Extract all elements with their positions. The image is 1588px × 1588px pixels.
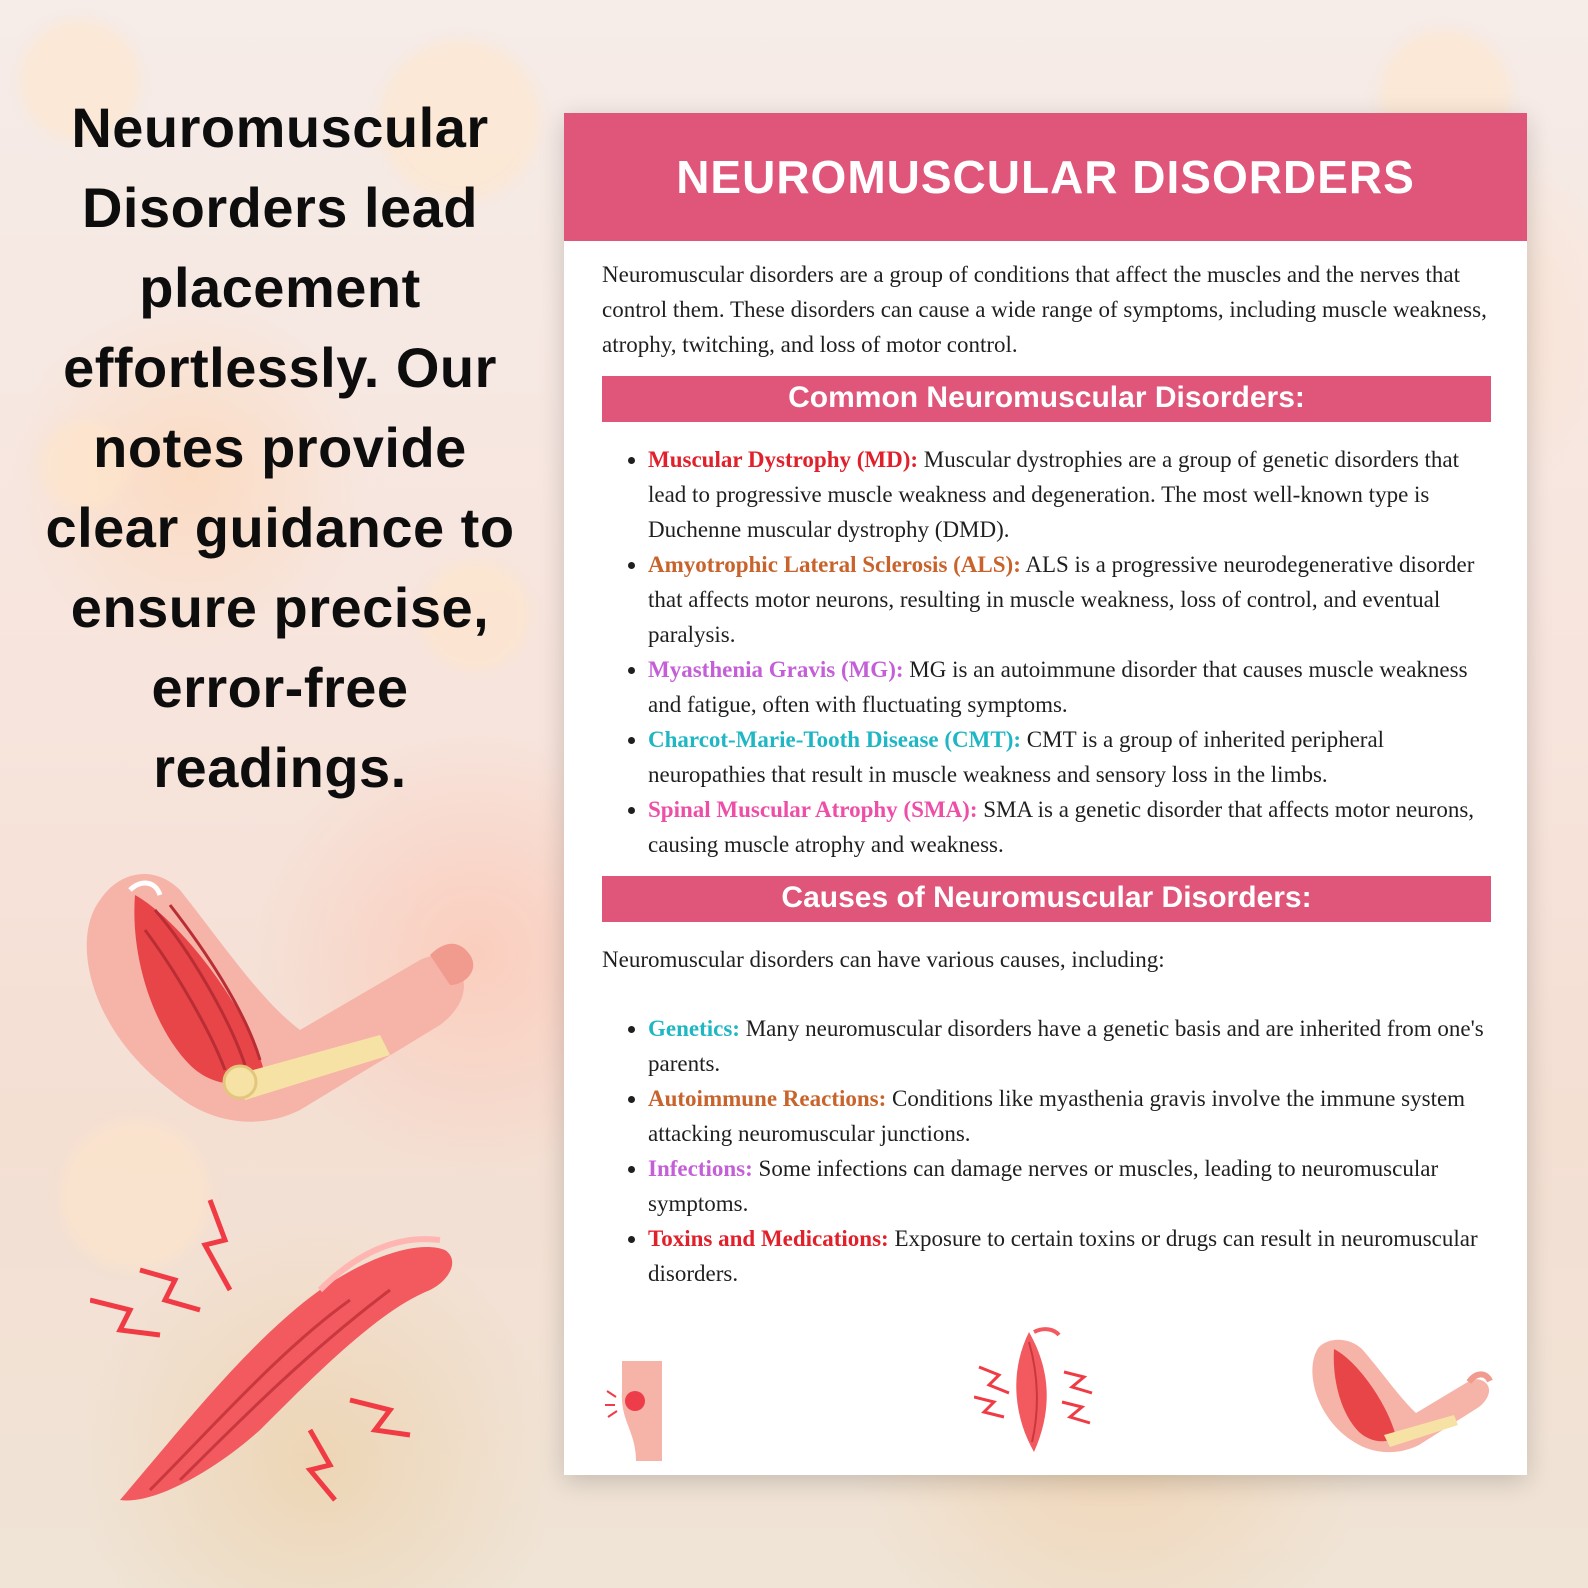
description: Exposure to certain toxins or drugs can result in neuromuscular disorders.: [648, 1226, 1478, 1286]
description: Some infections can damage nerves or muscles, leading to neuromuscular symptoms.: [648, 1156, 1439, 1216]
muscle-spasm-icon: [90, 1180, 470, 1510]
list-item: [648, 442, 1491, 547]
section-heading-causes: Causes of Neuromuscular Disorders:: [602, 876, 1491, 922]
card-header: [564, 113, 1527, 241]
list-item: [648, 652, 1491, 722]
causes-intro: Neuromuscular disorders can have various causes, including:: [602, 947, 1165, 972]
info-card: [564, 113, 1527, 1475]
list-item: [648, 1081, 1491, 1151]
term: Charcot-Marie-Tooth Disease (CMT):: [648, 727, 1022, 752]
term: Infections:: [648, 1156, 753, 1181]
list-item: [648, 1221, 1491, 1291]
term: Spinal Muscular Atrophy (SMA):: [648, 797, 978, 822]
description: Muscular dystrophies are a group of genetic disorders that lead to progressive muscle weakness and degeneration. The most well-known type is Duchenne muscular dystrophy (DMD).: [648, 447, 1460, 542]
term: Toxins and Medications:: [648, 1226, 889, 1251]
small-arm-muscle-icon: [1304, 1337, 1494, 1457]
causes-list: [602, 1011, 1491, 1291]
description: MG is an autoimmune disorder that causes muscle weakness and fatigue, often with fluctuating symptoms.: [648, 657, 1468, 717]
common-disorders-list: [602, 442, 1491, 862]
intro-paragraph: Neuromuscular disorders are a group of conditions that affect the muscles and the nerves that control them. These disorders can cause a wide range of symptoms, including muscle weakness, atrophy, twitching, and loss of motor control.: [602, 262, 1487, 357]
card-body: [564, 241, 1527, 1291]
list-item: [648, 792, 1491, 862]
list-item: [648, 1151, 1491, 1221]
term: Autoimmune Reactions:: [648, 1086, 887, 1111]
list-item: [648, 547, 1491, 652]
term: Genetics:: [648, 1016, 740, 1041]
term: Amyotrophic Lateral Sclerosis (ALS):: [648, 552, 1021, 577]
description: SMA is a genetic disorder that affects motor neurons, causing muscle atrophy and weakness.: [648, 797, 1475, 857]
list-item: [648, 1011, 1491, 1081]
promo-headline: Neuromuscular Disorders lead placement effortlessly. Our notes provide clear guidance to ensure precise, error-free readings.: [45, 96, 515, 799]
description: Many neuromuscular disorders have a genetic basis and are inherited from one's parents.: [648, 1016, 1484, 1076]
term: Myasthenia Gravis (MG):: [648, 657, 904, 682]
muscle-twitch-icon: [974, 1327, 1094, 1457]
flexed-arm-muscle-icon: [60, 860, 490, 1150]
description: ALS is a progressive neurodegenerative disorder that affects motor neurons, resulting in muscle weakness, loss of control, and eventual paralysis.: [648, 552, 1475, 647]
section-heading-common: Common Neuromuscular Disorders:: [602, 376, 1491, 422]
list-item: [648, 722, 1491, 792]
description: Conditions like myasthenia gravis involve the immune system attacking neuromuscular junctions.: [648, 1086, 1466, 1146]
description: CMT is a group of inherited peripheral neuropathies that result in muscle weakness and sensory loss in the limbs.: [648, 727, 1385, 787]
card-title: NEUROMUSCULAR DISORDERS: [676, 151, 1415, 203]
knee-pain-icon: [602, 1361, 674, 1461]
term: Muscular Dystrophy (MD):: [648, 447, 919, 472]
